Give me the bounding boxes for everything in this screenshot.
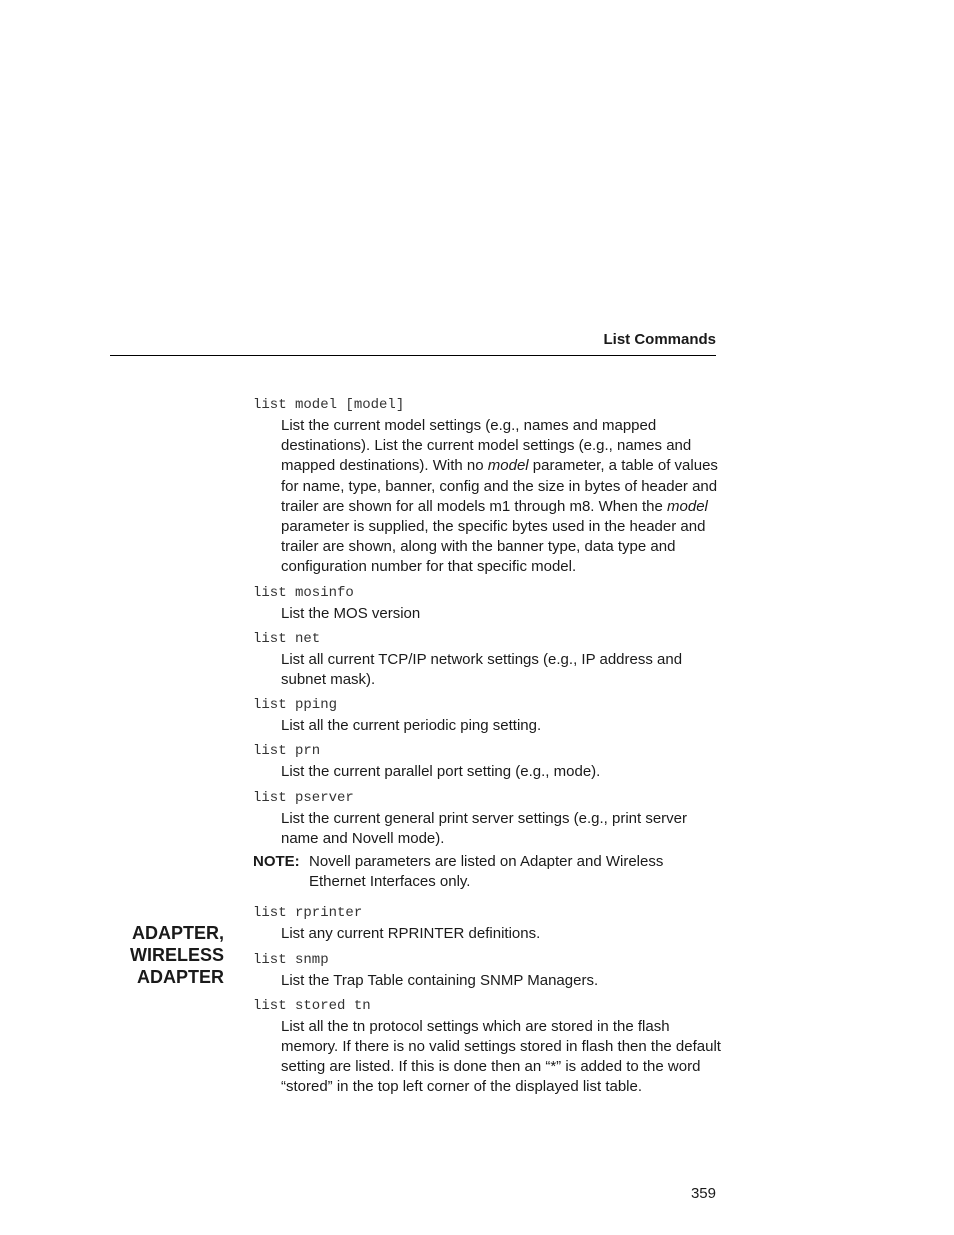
command-syntax: list pserver bbox=[253, 789, 354, 806]
command-description: List the MOS version bbox=[281, 604, 421, 622]
command-description: List the current parallel port setting (e.g., mode). bbox=[281, 763, 601, 781]
note-text: Novell parameters are listed on Adapter and Wireless Ethernet Interfaces only. bbox=[309, 853, 664, 891]
command-syntax: list net bbox=[253, 630, 321, 647]
running-header: List Commands bbox=[603, 331, 716, 348]
command-syntax: list mosinfo bbox=[253, 584, 354, 601]
command-description: List any current RPRINTER definitions. bbox=[281, 925, 541, 943]
header-rule bbox=[110, 355, 716, 356]
command-description: List all the tn protocol settings which are stored in the flash memory. If there is no valid settings stored in flash then the default setting are listed. If this is done then an “*” is added to the word “stored” in the top left corner of the displayed list table. bbox=[281, 1017, 721, 1096]
side-heading: ADAPTER, WIRELESS ADAPTER bbox=[129, 923, 224, 987]
command-syntax: list prn bbox=[253, 743, 321, 760]
command-syntax: list model [model] bbox=[253, 397, 405, 413]
entry-list-prn bbox=[253, 742, 723, 782]
command-description: List the Trap Table containing SNMP Managers. bbox=[281, 971, 599, 989]
note-label: NOTE: bbox=[253, 853, 300, 871]
entry-list-mosinfo bbox=[253, 584, 723, 624]
entry-list-stored-tn bbox=[253, 997, 723, 1098]
note bbox=[253, 852, 723, 892]
entry-list-model bbox=[253, 396, 723, 578]
command-description: List all current TCP/IP network settings (e.g., IP address and subnet mask). bbox=[281, 650, 683, 689]
command-description: List all the current periodic ping setting. bbox=[281, 717, 542, 735]
command-description: List the current model settings (e.g., names and mapped destinations). List the current model settings (e.g., names and mapped destinations). With no model parameter, a table of values for name, type, banner, config and the size in bytes of header and trailer are shown for all models m1 through m8. When the model parameter is supplied, the specific bytes used in the header and trailer are shown, along with the banner type, data type and configuration number for that specific model. bbox=[281, 417, 718, 576]
command-syntax: list pping bbox=[253, 697, 338, 714]
entry-list-snmp bbox=[253, 951, 723, 991]
command-syntax: list rprinter bbox=[253, 905, 363, 922]
command-syntax: list stored tn bbox=[253, 997, 371, 1014]
entry-list-pserver bbox=[253, 789, 723, 893]
command-syntax: list snmp bbox=[253, 951, 329, 968]
entry-list-net bbox=[253, 630, 723, 690]
command-list bbox=[253, 396, 723, 1104]
entry-list-pping bbox=[253, 696, 723, 736]
command-description: List the current general print server settings (e.g., print server name and Novell mode). bbox=[281, 809, 688, 847]
entry-list-rprinter bbox=[253, 904, 723, 944]
page-number: 359 bbox=[690, 1185, 716, 1202]
